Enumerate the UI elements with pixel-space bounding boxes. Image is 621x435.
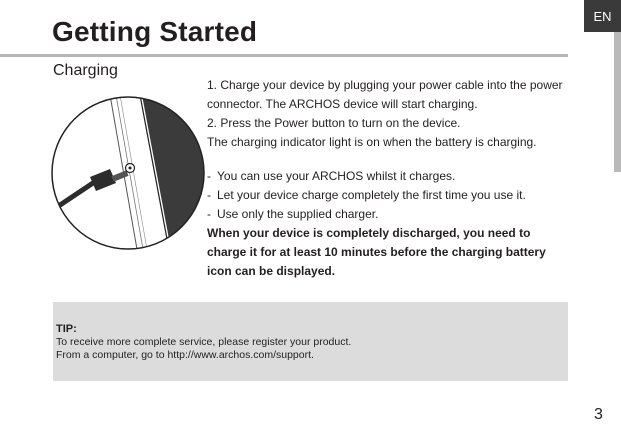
charging-instructions [207,76,567,281]
page-number: 3 [594,406,603,423]
section-heading-charging: Charging [53,62,118,79]
indicator-note: The charging indicator light is on when the battery is charging. [207,135,537,149]
step-2: 2. Press the Power button to turn on the device. [207,116,461,130]
tip-line-register: To receive more complete service, please register your product. [56,336,352,348]
discharge-warning: When your device is completely discharged, you need to charge it for at least 10 minutes before the charging battery icon can be displayed. [207,226,546,278]
list-item [207,205,567,224]
list-item [207,186,567,205]
bullet-mark: - [207,188,211,202]
title-divider [0,54,568,57]
tip-line-support-url: From a computer, go to http://www.archos.com/support. [56,349,314,361]
bullet-text: You can use your ARCHOS whilst it charges. [217,169,456,183]
bullet-text: Let your device charge completely the ﬁrst time you use it. [217,188,526,202]
bullet-mark: - [207,207,211,221]
charging-illustration [50,95,206,251]
language-tab: EN [584,0,621,32]
list-item [207,167,567,186]
bullet-text: Use only the supplied charger. [217,207,379,221]
tip-box [53,302,568,381]
page-title: Getting Started [52,16,258,47]
side-scroll-bar [614,32,621,172]
step-1: 1. Charge your device by plugging your power cable into the power connector. The ARCHOS device will start charging. [207,78,563,111]
bullet-mark: - [207,169,211,183]
tip-title: TIP: [56,323,77,335]
